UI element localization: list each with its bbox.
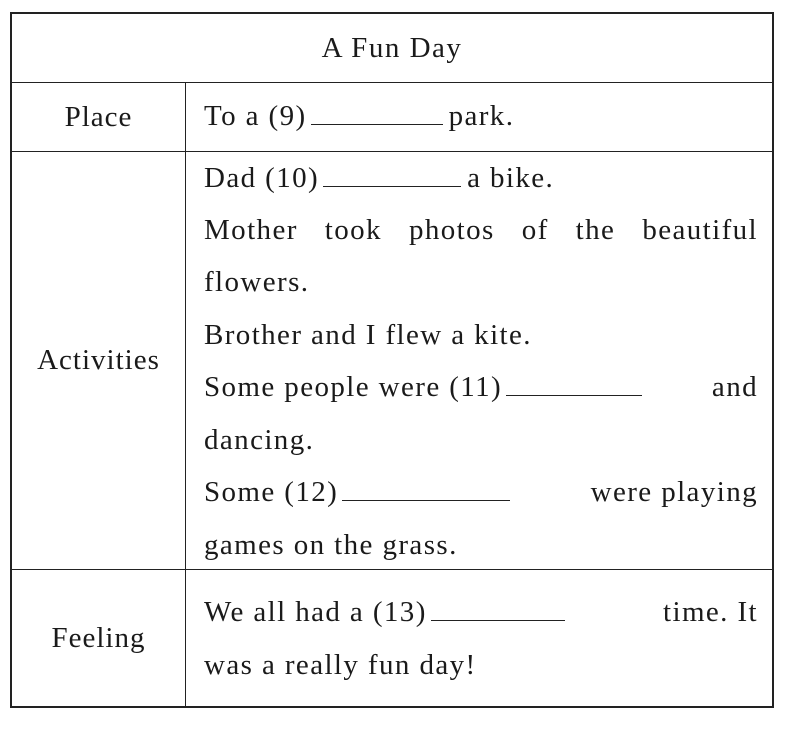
activity-2-word: of [521, 214, 549, 246]
activity-line-4: Brother and I flew a kite. [204, 319, 532, 351]
place-content [186, 83, 772, 151]
activity-5-after: and [711, 371, 758, 403]
activities-row [12, 152, 772, 570]
feeling-1-after: time. It [663, 596, 758, 628]
activity-7-before: Some (12) [204, 476, 339, 508]
activities-content [186, 152, 772, 569]
activity-1-after: a bike. [467, 162, 555, 194]
activity-line-5 [204, 367, 758, 407]
place-label: Place [12, 83, 186, 151]
activity-2-word: Mother [204, 214, 298, 246]
place-row [12, 83, 772, 152]
blank-10[interactable] [323, 158, 461, 187]
feeling-content [186, 570, 772, 706]
activity-line-7 [204, 472, 758, 512]
activity-5-group [204, 367, 648, 407]
activity-5-before: Some people were (11) [204, 371, 503, 403]
table-title: A Fun Day [321, 31, 463, 64]
table-title-row [12, 14, 772, 83]
feeling-line-1 [204, 592, 758, 632]
place-text-before: To a (9) [204, 100, 307, 132]
activities-label: Activities [12, 152, 186, 569]
blank-9[interactable] [311, 96, 443, 125]
blank-12[interactable] [342, 472, 510, 501]
activity-line-2 [204, 210, 758, 250]
activity-2-word: beautiful [642, 214, 758, 246]
blank-11[interactable] [506, 367, 642, 396]
place-line [204, 96, 758, 136]
blank-13[interactable] [431, 592, 565, 621]
activity-line-1 [204, 158, 758, 198]
activity-2-word: the [575, 214, 616, 246]
feeling-1-group [204, 592, 571, 632]
activity-7-after: were playing [590, 476, 758, 508]
activity-1-before: Dad (10) [204, 162, 320, 194]
activity-line-3: flowers. [204, 266, 310, 298]
activity-2-word: took [324, 214, 382, 246]
feeling-row [12, 570, 772, 706]
place-text-after: park. [448, 100, 515, 132]
activity-7-group [204, 472, 516, 512]
activity-line-8: games on the grass. [204, 529, 458, 561]
activity-2-word: photos [408, 214, 495, 246]
feeling-1-before: We all had a (13) [204, 596, 427, 628]
fun-day-table [10, 12, 774, 708]
feeling-line-2: was a really fun day! [204, 649, 477, 681]
activity-line-6: dancing. [204, 424, 315, 456]
feeling-label: Feeling [12, 570, 186, 706]
